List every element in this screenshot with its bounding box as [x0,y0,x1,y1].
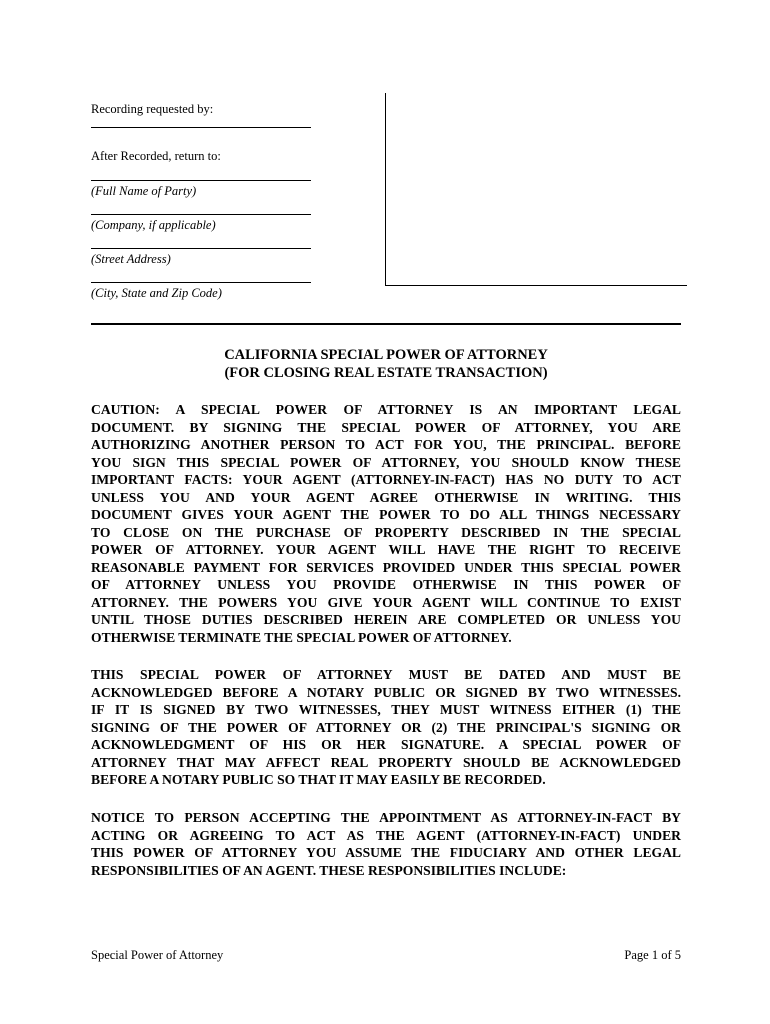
recording-vertical-divider [385,93,386,286]
street-label: (Street Address) [91,252,171,266]
caution-line: REASONABLE PAYMENT FOR SERVICES PROVIDED UNDER THIS SPECIAL POWER [91,559,681,575]
document-title: CALIFORNIA SPECIAL POWER OF ATTORNEY [224,347,548,363]
caution-line: YOU SIGN THIS SPECIAL POWER OF ATTORNEY, YOU SHOULD KNOW THESE [91,454,681,470]
footer-document-name: Special Power of Attorney [91,948,224,962]
caution-line: DOCUMENT GIVES YOUR AGENT THE POWER TO DO ALL THINGS NECESSARY [91,507,681,522]
company-label: (Company, if applicable) [91,218,216,232]
caution-line: OF ATTORNEY UNLESS YOU PROVIDE OTHERWISE IN THIS POWER OF [91,577,681,592]
notice-line: THIS POWER OF ATTORNEY YOU ASSUME THE FIDUCIARY AND OTHER LEGAL [91,845,681,860]
dated-line: ACKNOWLEDGMENT OF HIS OR HER SIGNATURE. A SPECIAL POWER OF [91,737,681,752]
recording-horizontal-divider [385,285,687,286]
caution-line: POWER OF ATTORNEY. YOUR AGENT WILL HAVE THE RIGHT TO RECEIVE [91,542,681,557]
caution-line: ATTORNEY. THE POWERS YOU GIVE YOUR AGENT WILL CONTINUE TO EXIST [91,594,681,610]
full-name-line [91,180,311,181]
caution-line: TO CLOSE ON THE PURCHASE OF PROPERTY DESCRIBED IN THE SPECIAL [91,524,681,540]
dated-line: ACKNOWLEDGED BEFORE A NOTARY PUBLIC OR SIGNED BY TWO WITNESSES. [91,684,681,700]
dated-line: IF IT IS SIGNED BY TWO WITNESSES, THEY MUST WITNESS EITHER (1) THE [91,702,681,717]
header-rule [91,323,681,325]
dated-paragraph [91,666,681,789]
city-label: (City, State and Zip Code) [91,286,222,300]
caution-line: OTHERWISE TERMINATE THE SPECIAL POWER OF ATTORNEY. [91,629,512,645]
notice-line: RESPONSIBILITIES OF AN AGENT. THESE RESPONSIBILITIES INCLUDE: [91,862,567,878]
dated-line: THIS SPECIAL POWER OF ATTORNEY MUST BE DATED AND MUST BE [91,667,681,682]
footer-page-number: Page 1 of 5 [624,948,681,962]
return-to-label: After Recorded, return to: [91,149,221,163]
caution-line: UNTIL THOSE DUTIES DESCRIBED HEREIN ARE COMPLETED OR UNLESS YOU [91,612,681,627]
dated-line: ATTORNEY THAT MAY AFFECT REAL PROPERTY SHOULD BE ACKNOWLEDGED [91,754,681,770]
company-line [91,214,311,215]
recording-requested-label: Recording requested by: [91,102,214,116]
dated-line: SIGNING OF THE POWER OF ATTORNEY OR (2) THE PRINCIPAL'S SIGNING OR [91,719,681,735]
street-line [91,248,311,249]
caution-line: AUTHORIZING ANOTHER PERSON TO ACT FOR YOU, THE PRINCIPAL. BEFORE [91,437,681,452]
recording-requested-line [91,127,311,128]
notice-line: NOTICE TO PERSON ACCEPTING THE APPOINTMENT AS ATTORNEY-IN-FACT BY [91,810,681,825]
caution-line: CAUTION: A SPECIAL POWER OF ATTORNEY IS AN IMPORTANT LEGAL [91,402,681,417]
dated-line: BEFORE A NOTARY PUBLIC SO THAT IT MAY EASILY BE RECORDED. [91,772,546,787]
city-line [91,282,311,283]
caution-paragraph [91,401,681,646]
caution-line: IMPORTANT FACTS: YOUR AGENT (ATTORNEY-IN-FACT) HAS NO DUTY TO ACT [91,472,681,487]
notice-paragraph [91,809,681,879]
document-subtitle: (FOR CLOSING REAL ESTATE TRANSACTION) [224,365,548,381]
full-name-label: (Full Name of Party) [91,184,197,198]
notice-line: ACTING OR AGREEING TO ACT AS THE AGENT (ATTORNEY-IN-FACT) UNDER [91,827,681,843]
caution-line: UNLESS YOU AND YOUR AGENT AGREE OTHERWISE IN WRITING. THIS [91,489,681,505]
caution-line: DOCUMENT. BY SIGNING THE SPECIAL POWER OF ATTORNEY, YOU ARE [91,419,681,435]
